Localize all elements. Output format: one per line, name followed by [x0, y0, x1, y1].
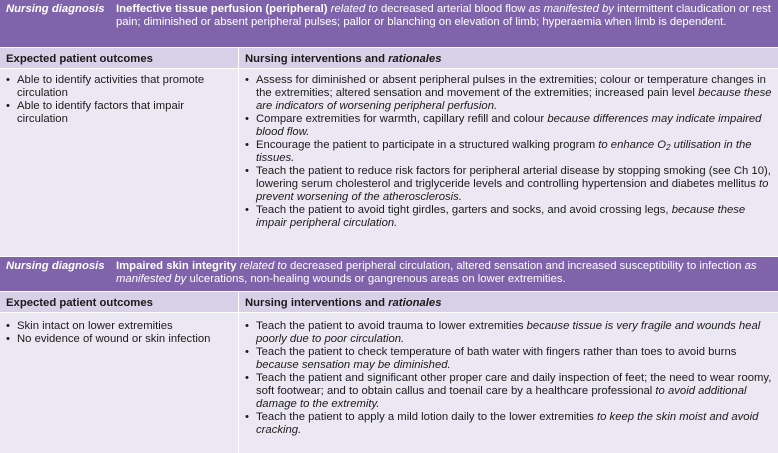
- interventions-header: Nursing interventions and rationales: [245, 53, 442, 65]
- list-item: • Teach the patient to check temperature of bath water with fingers rather than toes to avoid burns because sensation may be diminished.: [245, 346, 773, 372]
- content-row-1: [0, 69, 778, 256]
- diagnosis-signs: intermittent claudication or rest pain; diminished or absent peripheral pulses; pallor or blanching on elevation of limb; hyperaemia when limb is dependent.: [116, 3, 771, 28]
- related-to-phrase: related to: [239, 260, 287, 272]
- related-to-phrase: related to: [330, 3, 378, 15]
- outcomes-list: [6, 74, 230, 126]
- list-item: • Encourage the patient to participate in a structured walking program to enhance $O_2$ utilisation in the tissues.: [245, 139, 773, 165]
- list-item: • Able to identify factors that impair circulation: [6, 100, 230, 126]
- list-item: • Teach the patient to avoid tight girdles, garters and socks, and avoid crossing legs, because these impair peripheral circulation.: [245, 204, 773, 230]
- outcomes-header: Expected patient outcomes: [6, 53, 153, 65]
- diagnosis-cause: decreased peripheral circulation, altered sensation and increased susceptibility to infection: [289, 260, 742, 272]
- diagnosis-statement: [116, 260, 772, 286]
- content-row-2: [0, 313, 778, 453]
- column-header-row-2: [0, 292, 778, 312]
- interventions-list: [245, 74, 773, 230]
- interventions-header: Nursing interventions and rationales: [245, 297, 442, 309]
- list-item: • Teach the patient and significant other proper care and daily inspection of feet; the need to wear roomy, soft footwear; and to obtain callus and toenail care by a healthcare professional to avoid additional damage to the extremity.: [245, 372, 773, 411]
- diagnosis-statement: [116, 3, 772, 29]
- diagnosis-signs: ulcerations, non-healing wounds or gangrenous areas on lower extremities.: [189, 273, 566, 285]
- interventions-list: [245, 320, 773, 437]
- outcomes-list: [6, 320, 230, 346]
- diagnosis-row-2: [0, 257, 778, 291]
- list-item: • Compare extremities for warmth, capillary refill and colour because differences may indicate impaired blood flow.: [245, 113, 773, 139]
- list-item: • Teach the patient to apply a mild lotion daily to the lower extremities to keep the skin moist and avoid cracking.: [245, 411, 773, 437]
- diagnosis-row-1: [0, 0, 778, 47]
- list-item: • Teach the patient to reduce risk factors for peripheral arterial disease by stopping smoking (see Ch 10), lowering serum cholesterol and triglyceride levels and controlling hypertension and diabetes mellitus to prevent worsening of the atherosclerosis.: [245, 165, 773, 204]
- manifested-by-phrase: as manifested by: [116, 260, 757, 285]
- list-item: • Teach the patient to avoid trauma to lower extremities because tissue is very fragile and wounds heal poorly due to poor circulation.: [245, 320, 773, 346]
- diagnosis-title: Ineffective tissue perfusion (peripheral): [116, 3, 328, 15]
- list-item: • No evidence of wound or skin infection: [6, 333, 230, 346]
- diagnosis-label: Nursing diagnosis: [6, 3, 105, 15]
- list-item: • Assess for diminished or absent peripheral pulses in the extremities; colour or temperature changes in the extremities; altered sensation and movement of the extremities; increased pain level because these are indicators of worsening peripheral perfusion.: [245, 74, 773, 113]
- manifested-by-phrase: as manifested by: [528, 3, 614, 15]
- list-item: • Able to identify activities that promote circulation: [6, 74, 230, 100]
- diagnosis-label: Nursing diagnosis: [6, 260, 105, 272]
- column-header-row-1: [0, 48, 778, 68]
- outcomes-header: Expected patient outcomes: [6, 297, 153, 309]
- list-item: • Skin intact on lower extremities: [6, 320, 230, 333]
- diagnosis-title: Impaired skin integrity: [116, 260, 237, 272]
- diagnosis-cause: decreased arterial blood flow: [380, 3, 526, 15]
